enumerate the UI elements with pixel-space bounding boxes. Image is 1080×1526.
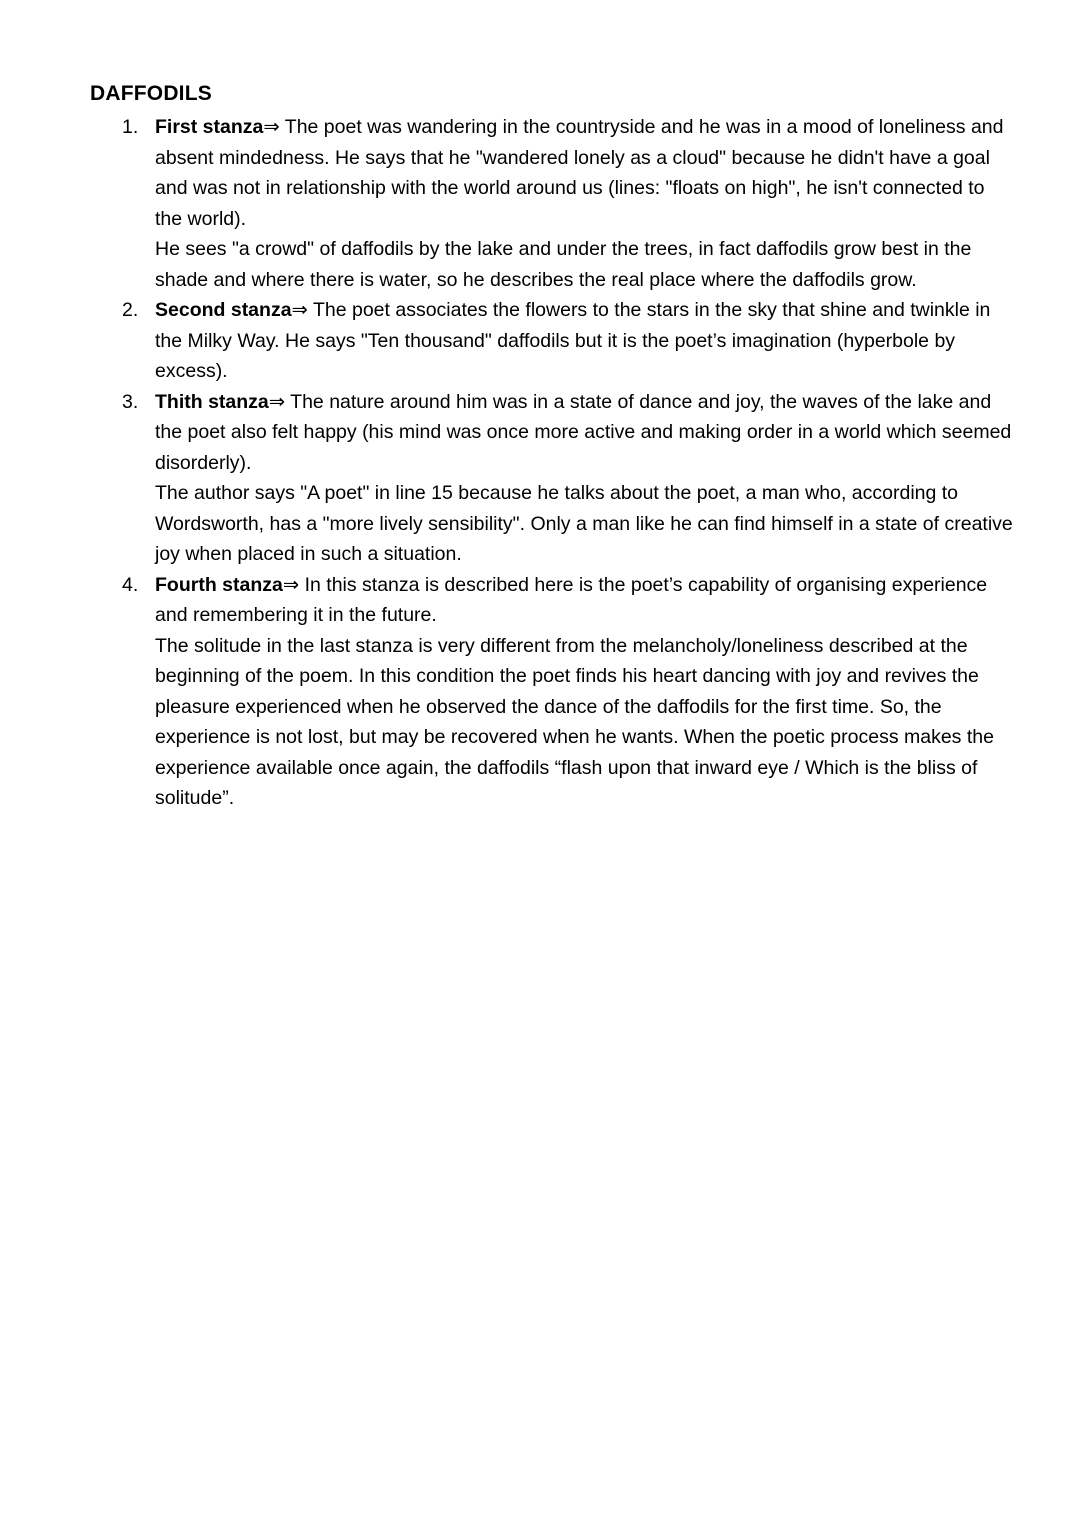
paragraph-text: In this stanza is described here is the poet’s capability of organising experience and remembering it in the future. [155,573,988,626]
list-number: 2. [122,299,139,321]
paragraph-text: The poet was wandering in the countryside and he was in a mood of loneliness and absent mindedness. He says that he "wandered lonely as a cloud" because he didn't have a goal and was not in relationship with the world around us (lines: "floats on high", he isn't connected to the world). [155,116,1004,230]
stanza-paragraph: The solitude in the last stanza is very different from the melancholy/loneliness described at the beginning of the poem. In this condition the poet finds his heart dancing with joy and revives the pleasure experienced when he observed the dance of the daffodils for the first time. So, the experience is not lost, but may be recovered when he wants. When the poetic process makes the experience available once again, the daffodils “flash upon that inward eye / Which is the bliss of solitude”. [155,634,994,809]
list-number: 1. [122,116,139,138]
paragraph-text: The nature around him was in a state of dance and joy, the waves of the lake and the poet also felt happy (his mind was once more active and making order in a world which seemed disorderly). [155,390,1012,474]
list-item-stanza-1 [122,112,1015,295]
arrow-symbol: ⇒ [291,299,308,321]
arrow-symbol: ⇒ [282,573,300,596]
stanza-paragraph: He sees "a crowd" of daffodils by the lake and under the trees, in fact daffodils grow best in the shade and where there is water, so he describes the real place where the daffodils grow. [155,238,972,291]
stanza-heading: Thith stanza [155,390,269,413]
stanza-paragraph [155,570,1015,631]
paragraph-text: The poet associates the flowers to the stars in the sky that shine and twinkle in the Milky Way. He says "Ten thousand" daffodils but it is the poet’s imagination (hyperbole by excess). [155,299,991,382]
stanza-heading: Second stanza [155,299,292,321]
list-number: 3. [122,390,139,413]
stanza-paragraph [155,112,1015,234]
arrow-symbol: ⇒ [263,116,280,138]
document-title: DAFFODILS [90,82,212,105]
stanza-paragraph [155,387,1015,479]
stanza-heading: Fourth stanza [155,573,283,596]
stanza-paragraph: The author says "A poet" in line 15 because he talks about the poet, a man who, according to Wordsworth, has a "more lively sensibility". Only a man like he can find himself in a state of creative joy when placed in such a situation. [155,482,1013,565]
stanza-list [122,112,1015,814]
list-item-stanza-3 [122,387,1015,570]
stanza-heading: First stanza [155,116,264,138]
list-number: 4. [122,573,139,596]
list-item-stanza-4 [122,570,1015,814]
stanza-paragraph [155,295,1015,387]
arrow-symbol: ⇒ [268,390,286,413]
list-item-stanza-2 [122,295,1015,387]
